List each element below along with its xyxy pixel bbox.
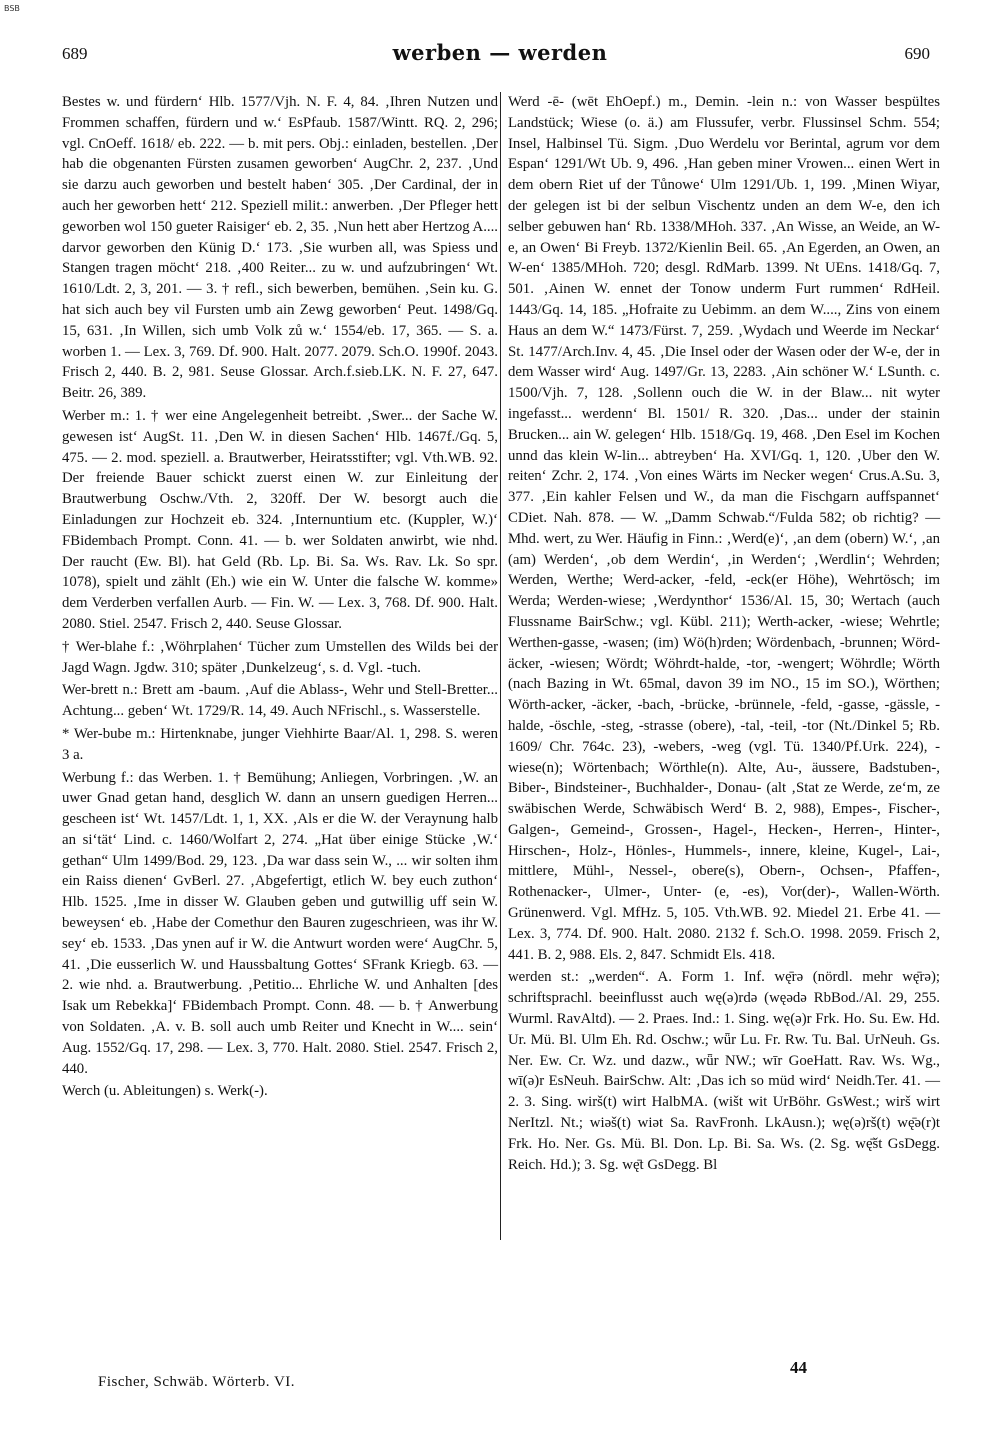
signature-mark: 44 bbox=[790, 1358, 807, 1377]
page-number-left: 689 bbox=[62, 44, 88, 63]
entry-werber: Werber m.: 1. † wer eine Angelegenheit betreibt. ‚Swer... der Sache W. gewesen ist‘ AugSt. 11. ‚Den W. in diesen Sachen‘ Hlb. 1467f./Gq. 5, 475. — 2. mod. speziell. a. Brautwerber, Heiratsstifter; vgl. Vth.WB. 92. Der freiende Bauer schickt zuerst einen W. zur Einleitung der Brautwerbung Oschw./Vth. 2, 320ff. Der W. besorgt auch die Einladungen zur Hochzeit eb. 324. ‚Internuntium etc. (Kuppler, W.)‘ FBidembach Prompt. Conn. 41. — b. wer Soldaten anwirbt, wie nhd. Der raucht (Ew. Bl). hat Geld (Rb. Lp. Bi. Sa. Ws. Rav. Lk. So spr. 1078), spielt und zählt (Eh.) wie ein W. Unter die falsche W. komme» dem Verderben verfallen Aurb. — Fin. W. — Lex. 3, 768. Df. 900. Halt. 2080. Stiel. 2547. Frisch 2, 440. Seuse Glossar. bbox=[62, 407, 498, 632]
entry-wer-blahe: † Wer-blahe f.: ‚Wöhrplahen‘ Tücher zum Umstellen des Wilds bei der Jagd Wagn. Jgdw. 310; später ‚Dunkelzeug‘, s. d. Vgl. -tuch. bbox=[62, 638, 498, 676]
running-head: werben — werden bbox=[392, 40, 608, 65]
right-column bbox=[508, 92, 940, 1175]
entry-werben-continued: Bestes w. und fürdern‘ Hlb. 1577/Vjh. N. F. 4, 84. ‚Ihren Nutzen und Frommen schaffen, fürdern und w.‘ EsPfaub. 1587/Wintt. RQ. 2, 296; vgl. CnOeff. 1618/ eb. 222. — b. mit pers. Obj.: einladen, bestellen. ‚Der hab die obgenanten Fürsten zusamen geworben‘ AugChr. 2, 237. ‚Und sie darzu auch geworben und bestelt haben‘ 305. ‚Der Cardinal, der in auch her geworben hett‘ 212. Speziell milit.: anwerben. ‚Der Pfleger hett geworben wol 150 gueter Raisiger‘ eb. 2, 35. ‚Nun hett aber Hertzog A.... darvor geworben den Künig D.‘ 173. ‚Sie wurben all, was Spiess und Stangen tragen möcht‘ 218. ‚400 Reiter... zu w. und aufzubringen‘ Wt. 1610/Ldt. 2, 3, 201. — 3. † refl., sich bewerben, bemühen. ‚Sein ku. G. hat sich auch bey vil Fursten umb ain Zewg geworben‘ Peut. 1498/Gq. 15, 631. ‚In Willen, sich umb Volk zů w.‘ 1554/eb. 17, 365. — S. a. worben 1. — Lex. 3, 769. Df. 900. Halt. 2077. 2079. Sch.O. 1990f. 2043. Frisch 2, 440. B. 2, 981. Seuse Glossar. Arch.f.sieb.LK. N. F. 27, 647. Beitr. 26, 389. bbox=[62, 94, 498, 402]
entry-wer-bube: * Wer-bube m.: Hirtenknabe, junger Viehhirte Baar/Al. 1, 298. S. weren 3 a. bbox=[62, 725, 498, 763]
entry-werden: werden st.: „werden“. A. Form 1. Inf. wę̄rə (nördl. mehr wę̄rə); schriftsprachl. beeinflusst auch wę(ə)rdə (węədə RbBod./Al. 29, 255. Wurml. RavAltd). — 2. Praes. Ind.: 1. Sing. wę(ə)r Frk. Ho. Su. Ew. Hd. Ur. Mü. Bl. Ulm Eh. Rd. Oschw.; wǖr Lu. Fr. Rw. Tu. Bal. UrNeuh. Gs. Ner. Ew. Cr. Wz. und dazw., wǖr NW.; wīr GoeHatt. Rav. Ws. Wg., wī(ə)r EsNeuh. BairSchw. Alt: ‚Das ich so müd wird‘ Neidh.Ter. 41. — 2. 3. Sing. wirš(t) wirt HalbMA. (wišt wit UrBöhr. GsWest.; wirš wirt NerItzl. Nt.; wiəš(t) wiət Sa. RavFronh. LkAusn.); wę(ə)rš(t) wę̄ə(r)t Frk. Ho. Ner. Gs. Mü. Bl. Don. Lp. Bi. Sa. Ws. (2. Sg. wę̄št GsDegg. Reich. Hd.); 3. Sg. wę̄t GsDegg. Bl bbox=[508, 969, 940, 1173]
entry-wer-brett: Wer-brett n.: Brett am -baum. ‚Auf die Ablass-, Wehr und Stell-Bretter... Achtung... geben‘ Wt. 1729/R. 14, 49. Auch NFrischl., s. Wasserstelle. bbox=[62, 682, 498, 720]
library-stamp: BSB bbox=[4, 4, 20, 13]
entry-werd: Werd -ē- (wēt EhOepf.) m., Demin. -lein n.: von Wasser bespültes Landstück; Wiese (o. ä.) am Flussufer, verbr. Flussinsel Schm. 554; Insel, Halbinsel Tü. Sigm. ‚Duo Werdelu vor Berintal, agrum vor dem Espan‘ 1291/Wt Ub. 9, 496. ‚Han geben miner Vrowen... einen Wert in dem obern Riet uf der Tůnowe‘ Ulm 1291/Ub. 1, 199. ‚Minen Wiyar, der gelegen ist bi der selbun Vischentz unden an dem W-e, den ich selber gebuwen han‘ Rb. 1338/MHoh. 337. ‚An Wisse, an Weide, an W-e, an Owen‘ Bi Freyb. 1372/Kienlin Beil. 65. ‚An Egerden, an Owen, an W-en‘ 1385/MHoh. 720; desgl. RdMarb. 1399. Nt UEns. 1418/Gq. 7, 501. ‚Ainen W. ennet der Tonow underm Furt rummen‘ RdHeil. 1443/Gq. 14, 185. „Hofraite zu Uebimm. an dem W...., Zins von einem Haus an dem W.“ 1473/Fürst. 7, 259. ‚Wydach und Weerde im Neckar‘ St. 1477/Arch.Inv. 4, 45. ‚Die Insel oder der Wasen oder der W-e, der in dem Wasser wird‘ Aug. 1497/Gr. 13, 2283. ‚Ain schöner W.‘ LSunth. c. 1500/Vjh. 7, 128. ‚Sollenn ouch die W. in der Blaw... nit wyter ingefasst... werdenn‘ Bl. 1501/ R. 320. ‚Das... under der stainin Brucken... ain W. gelegen‘ Hlb. 1518/Gq. 19, 468. ‚Den Esel im Kochen unnd das klein W-lin... abtreyben‘ Ha. XVI/Gq. 1, 120. ‚Uber den W. reiten‘ Zchr. 2, 174. ‚Von eines Wärts im Necker wegen‘ Crus.A.Su. 3, 377. ‚Ein kahler Felsen und W., da man die Fischgarn auffspannet‘ CDiet. Nah. 878. — W. „Damm Schwab.“/Fulda 582; ob richtig? — Mhd. wert, zu Wer. Häufig in Finn.: ‚Werd(e)‘, ‚an dem (obern) W.‘, ‚an (am) Werden‘, ‚ob dem Werdin‘, ‚in Werden‘; ‚Werdlin‘; Wehrden; Werden, Werthe; Werd-acker, -feld, -eck(er Höhe), Wehrtösch; im Werda; Werden-wiese; ‚Werdynthor‘ 1536/Al. 15, 30; Wertach (auch Flussname BairSchw.; vgl. Kübl. 211); Werth-acker, -wiese; Wehrtle; Werthen-gasse, -wasen; (im) Wö(h)rden; Wördenbach, -brunnen; Wörd-äcker, -wiesen; Wördt; Wöhrdt-halde, -tor, -wengert; Wöhrdle; Wörth (nach Bazing in Wt. 65mal, davon 39 im NO., 15 im SO.), Wörthen; Wörth-acker, -äcker, -bach, -brücke, -brünnele, -feld, -gasse, -gässle, -halde, -öschle, -steg, -strasse (obere), -tal, -teil, -tor (Nt./Dinkel 5; Rb. 1609/ Chr. 764c. 23), -webers, -weg (vgl. Tü. 1340/Pf.Urk. 224), -wiese(n); Wörtenbach; Wörthle(n). Alte, Au-, äussere, Badstuben-, Biber-, Bindsteiner-, Buchhalder-, Donau- (alt ‚Stat ze Werde, ze‘m, ze swäbischen Werde, Schwäbisch Werd‘ B. 2, 988), Empes-, Fischer-, Galgen-, Gemeind-, Grossen-, Hagel-, Hecken-, Herren-, Hinter-, Hirschen-, Holz-, Hönles-, Hummels-, innere, kleine, Kugel-, Lai-, mittlere, Mühl-, Nessel-, obere(s), Obern-, Ochsen-, Pfaffen-, Rothenacker-, Ulmer-, Unter- (e, -es), Vor(der)-, Wallen-Wörth. Grünenwerd. Vgl. MfHz. 5, 105. Vth.WB. 92. Miedel 21. Erbe 41. — Lex. 3, 774. Df. 900. Halt. 2080. 2132 f. Sch.O. 1998. 2059. Frisch 2, 441. B. 2, 988. Els. 2, 847. Schmidt Els. 418. bbox=[508, 94, 940, 963]
column-divider bbox=[500, 92, 501, 1240]
page-number-right: 690 bbox=[904, 44, 930, 63]
entry-werch: Werch (u. Ableitungen) s. Werk(-). bbox=[62, 1083, 268, 1100]
footer-source: Fischer, Schwäb. Wörterb. VI. bbox=[98, 1374, 296, 1390]
entry-werbung: Werbung f.: das Werben. 1. † Bemühung; Anliegen, Vorbringen. ‚W. an uwer Gnad getan hand, desglich W. dann an unsern guedigen Herren... gescheen ist‘ Wt. 1457/Ldt. 1, 1, XX. ‚Als er die W. der Veraynung halb an si‘tät‘ Lind. c. 1460/Wolfart 2, 274. „Hat über einige Stücke ‚W.‘ gethan“ Ulm 1499/Bod. 29, 123. ‚Da war dass sein W., ... wir solten ihm ein Raiss dienen‘ GvBerl. 27. ‚Abgefertigt, etlich W. bey euch zuthon‘ Hlb. 1525. ‚Ime in disser W. Glauben geben und gutwillig uff sein W. beweysen‘ eb. ‚Habe der Comethur den Bauren zugeschrieen, was ihr W. sey‘ eb. 1533. ‚Das ynen auf ir W. die Antwurt worden were‘ AugChr. 5, 41. ‚Die eusserlich W. und Haussbaltung Gottes‘ SFrank Kriegb. 63. — 2. wie nhd. a. Brautwerbung. ‚Petitio... Ehrliche W. und Anhalten [des Isak um Rebekka]‘ FBidembach Prompt. Conn. 48. — b. † Anwerbung von Soldaten. ‚A. v. B. soll auch umb Reiter und Knecht in W.... sein‘ Aug. 1552/Gq. 17, 298. — Lex. 3, 770. Halt. 2080. Stiel. 2547. Frisch 2, 440. bbox=[62, 769, 498, 1077]
left-column bbox=[62, 92, 498, 1102]
